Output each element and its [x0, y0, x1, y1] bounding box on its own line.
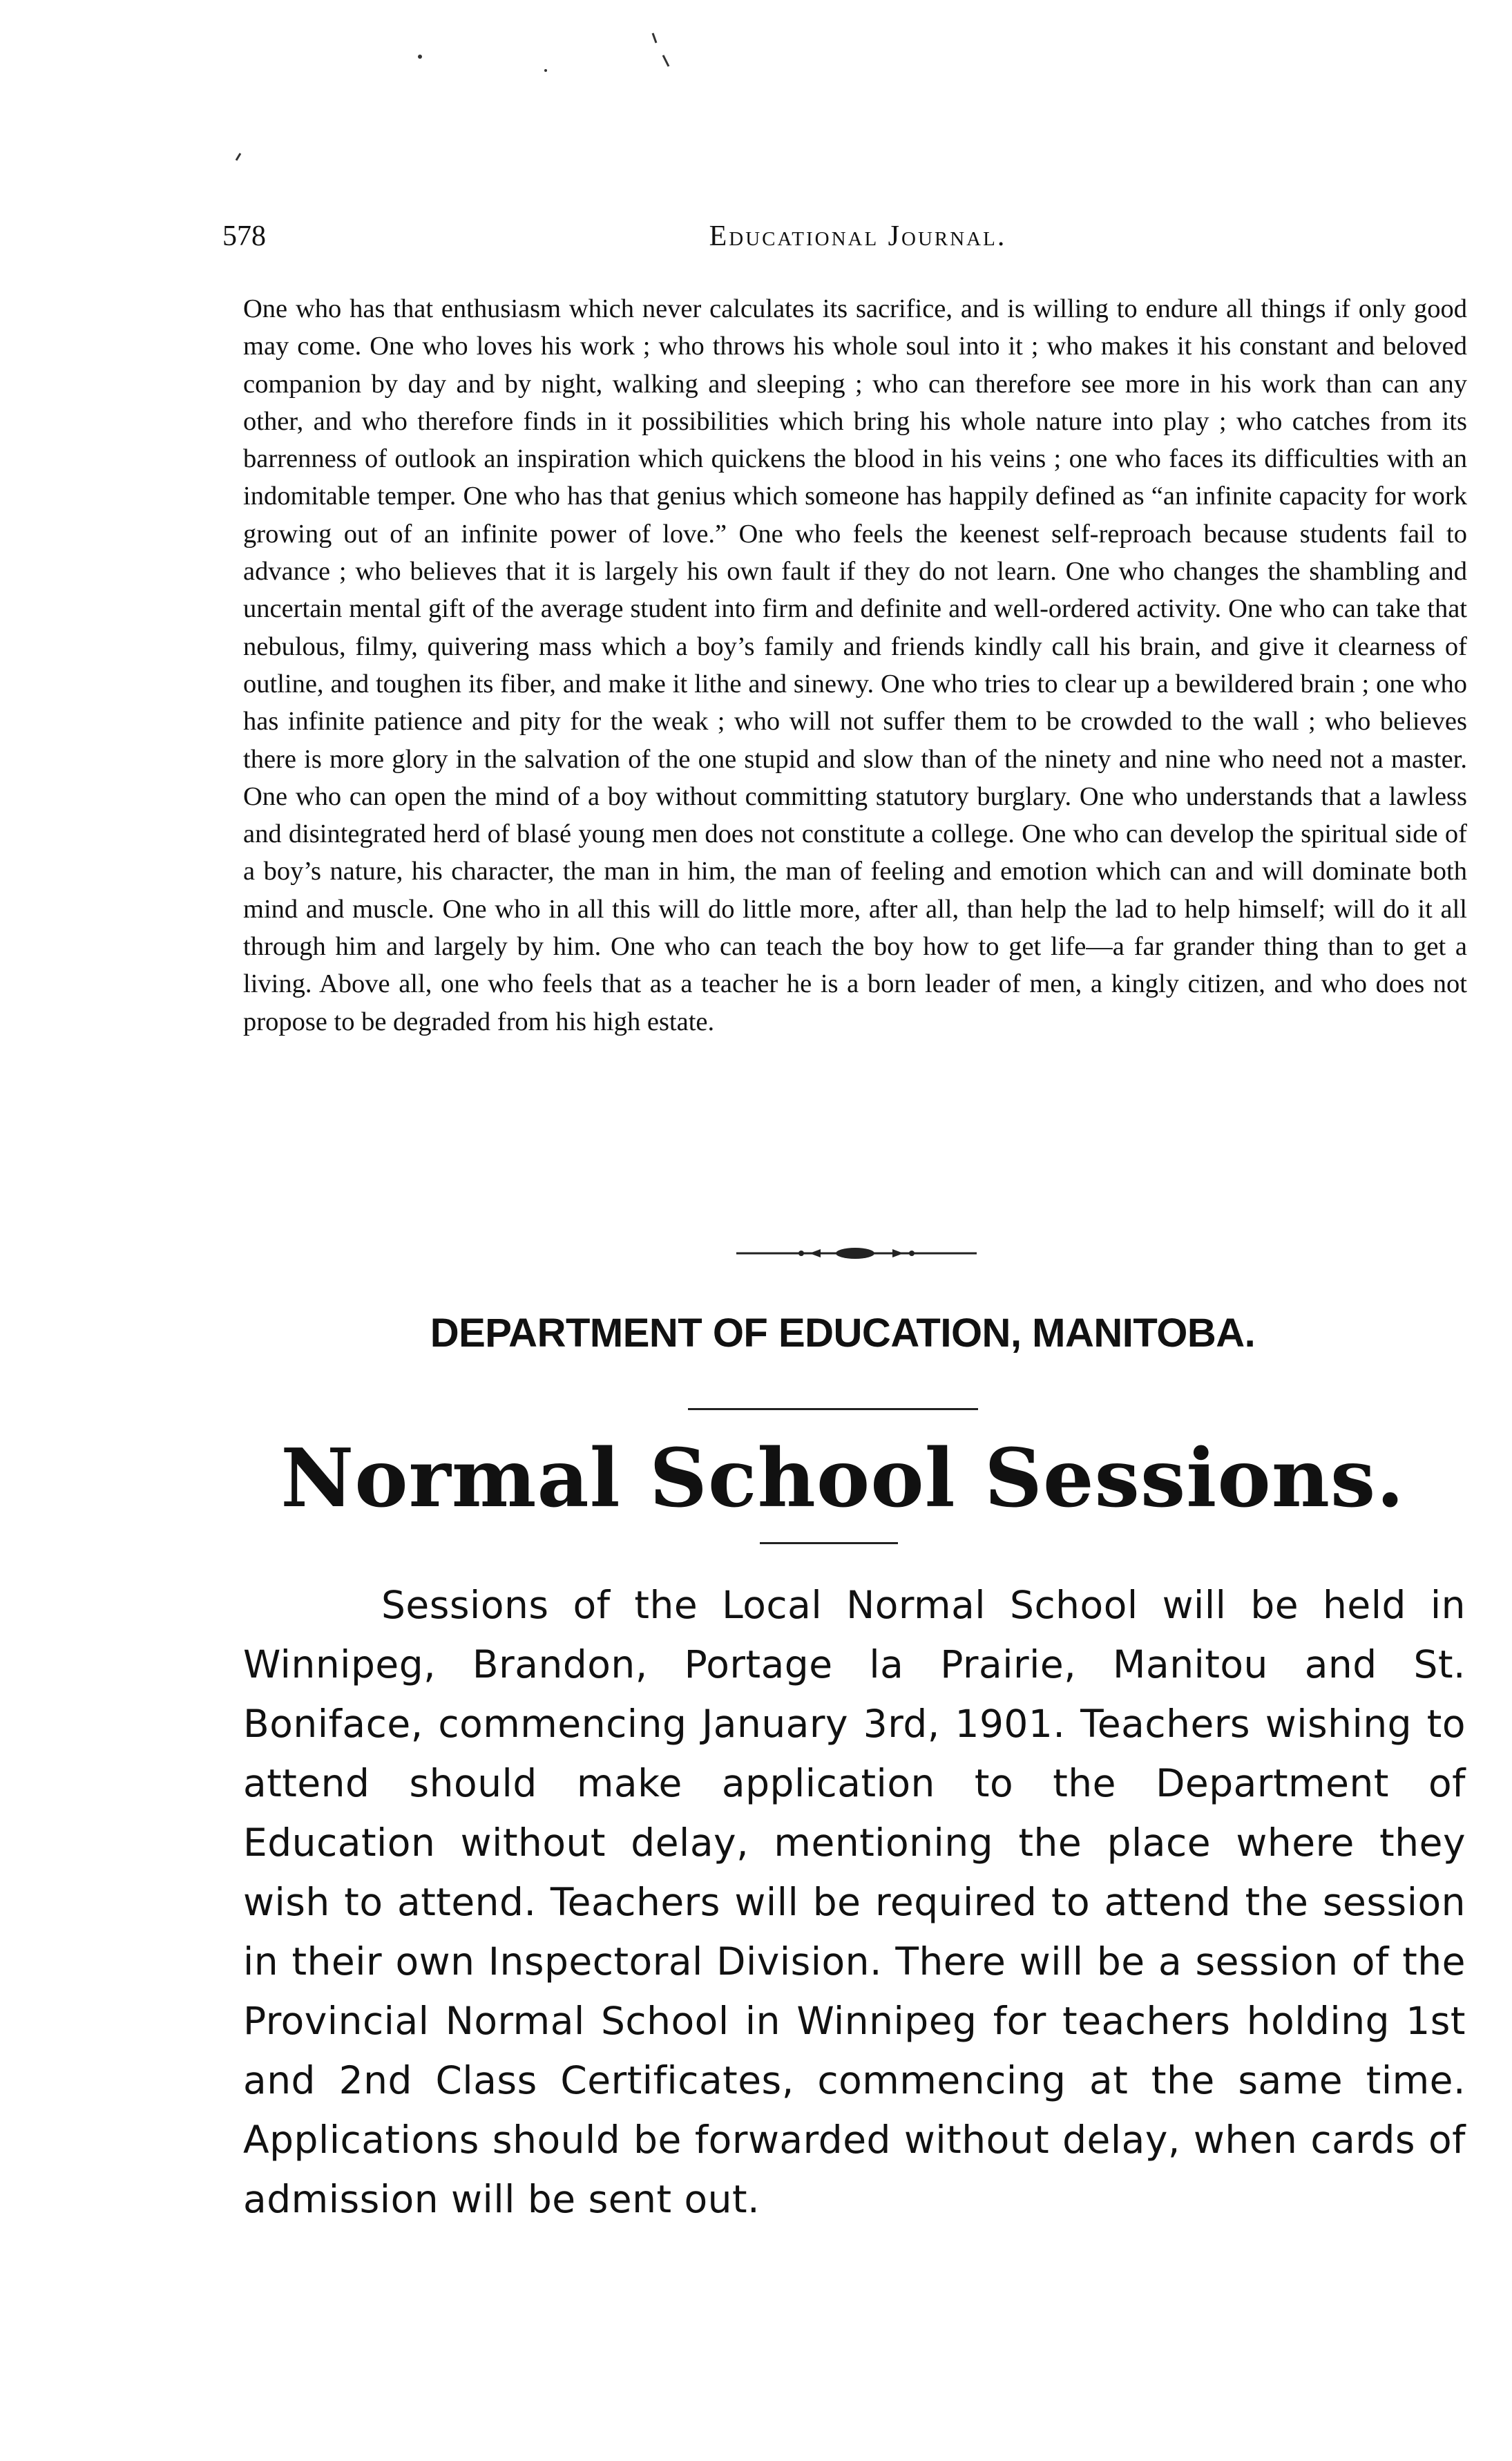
ornament-divider	[732, 1245, 981, 1262]
article-paragraph: One who has that enthusiasm which never calculates its sacrifice, and is willing to endure all things if only good may come. One who loves his work ; who throws his whole soul into it ; who makes it his constant and beloved companion by day and by night, walking and sleeping ; who can therefore see more in his work than can any other, and who therefore finds in it possibilities which bring his whole nature into play ; who catches from its barrenness of outlook an inspiration which quickens the blood in his veins ; one who faces its difficulties with an indomitable temper. One who has that genius which someone has happily defined as “an infinite capacity for work growing out of an infinite power of love.” One who feels the keenest self-reproach because students fail to advance ; who believes that it is largely his own fault if they do not learn. One who changes the shambling and uncertain mental gift of the average student into firm and definite and well-ordered activity. One who can take that nebulous, filmy, quivering mass which a boy’s family and friends kindly call his brain, and give it clearness of outline, and toughen its fiber, and make it lithe and sinewy. One who tries to clear up a bewildered brain ; one who has infinite patience and pity for the weak ; who will not suffer them to be crowded to the wall ; who believes there is more glory in the salvation of the one stupid and slow than of the ninety and nine who need not a master. One who can open the mind of a boy without committing statutory burglary. One who understands that a lawless and disintegrated herd of blasé young men does not constitute a college. One who can develop the spiritual side of a boy’s nature, his character, the man in him, the man of feeling and emotion which can and will dominate both mind and muscle. One who in all this will do little more, after all, than help the lad to help himself; will do it all through him and largely by him. One who can teach the boy how to get life—a far grander thing than to get a living. Above all, one who feels that as a teacher he is a born leader of men, a kingly citizen, and who does not propose to be degraded from his high estate.	[243, 294, 1467, 1036]
notice-title: Normal School Sessions.	[280, 1432, 1405, 1526]
page-number: 578	[222, 220, 266, 252]
heading-rule	[688, 1408, 978, 1410]
running-head	[222, 220, 1452, 254]
notice-body: Sessions of the Local Normal School will be held in Winnipeg, Brandon, Portage la Prairie, Manitou and St. Boniface, commencing January 3rd, 1901. Teachers wishing to attend should make application to the Department of Education without delay, mentioning the place where they wish to attend. Teachers will be required to attend the session in their own Inspectoral Division. There will be a session of the Provincial Normal School in Winnipeg for teachers holding 1st and 2nd Class Certificates, commencing at the same time. Applications should be forwarded without delay, when cards of admission will be sent out.	[243, 1583, 1466, 2221]
title-rule	[760, 1542, 898, 1544]
journal-title: Educational Journal.	[709, 220, 1007, 252]
department-heading: DEPARTMENT OF EDUCATION, MANITOBA.	[430, 1311, 1256, 1356]
